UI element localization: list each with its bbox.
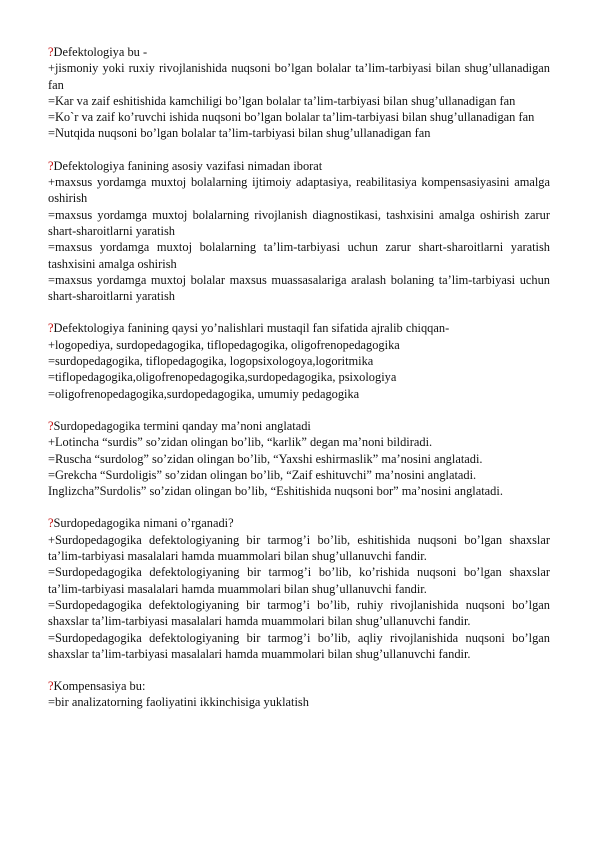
question-block-1 (48, 44, 550, 142)
answer-option: +logopediya, surdopedagogika, tiflopedagogika, oligofrenopedagogika (48, 337, 400, 352)
answer-option: =maxsus yordamga muxtoj bolalarning rivojlanish diagnostikasi, tashxisini amalga oshirish zarur shart-sharoitlarni yaratish (48, 207, 550, 238)
question-block-3 (48, 320, 550, 401)
answer-option: +maxsus yordamga muxtoj bolalarning ijtimoiy adaptasiya, reabilitasiya kompensasiyasini amalga oshirish (48, 175, 550, 206)
answer-option: +Surdopedagogika defektologiyaning bir tarmog’i bo’lib, eshitishida nuqsoni bo’lgan shaxslar ta’lim-tarbiyasi masalalari hamda muammolari bilan shug’ullanuvchi fandir. (48, 532, 550, 564)
answer-option: =Surdopedagogika defektologiyaning bir tarmog’i bo’lib, aqliy rivojlanishida nuqsoni bo’lgan shaxslar ta’lim-tarbiyasi masalalari hamda muammolari bilan shug’ullanuvchi fandir. (48, 630, 550, 661)
answer-option: Inglizcha”Surdolis” so’zidan olingan bo’lib, “Eshitishida nuqsoni bor” ma’nosini anglatadi. (48, 484, 503, 499)
answer-option: =Nutqida nuqsoni bo’lgan bolalar ta’lim-tarbiyasi bilan shug’ullanadigan fan (48, 126, 431, 141)
question-mark: ? (48, 158, 54, 173)
question-block-5 (48, 515, 550, 662)
answer-option: =Ruscha “surdolog” so’zidan olingan bo’lib, “Yaxshi eshirmaslik” ma’nosini anglatadi. (48, 451, 483, 466)
answer-option: =Surdopedagogika defektologiyaning bir tarmog’i bo’lib, ko’rishida nuqsoni bo’lgan shaxslar ta’lim-tarbiyasi masalalari hamda muammolari bilan shug’ullanuvchi fandir. (48, 565, 550, 596)
answer-option: +Lotincha “surdis” so’zidan olingan bo’lib, “karlik” degan ma’noni bildiradi. (48, 435, 433, 450)
question-text: ?Defektologiya fanining asosiy vazifasi nimadan iborat (48, 158, 323, 173)
question-mark: ? (48, 418, 54, 433)
question-text: ?Defektologiya bu - (48, 45, 148, 59)
question-block-6 (48, 678, 550, 711)
question-block-4 (48, 418, 550, 499)
answer-option: =Ko`r va zaif ko’ruvchi ishida nuqsoni bo’lgan bolalar ta’lim-tarbiyasi bilan shug’ullanadigan fan (48, 110, 535, 125)
answer-option: =Kar va zaif eshitishida kamchiligi bo’lgan bolalar ta’lim-tarbiyasi bilan shug’ullanadigan fan (48, 93, 516, 108)
question-mark: ? (48, 321, 54, 336)
answer-option: =Surdopedagogika defektologiyaning bir tarmog’i bo’lib, ruhiy rivojlanishida nuqsoni bo’lgan shaxslar ta’lim-tarbiyasi masalalari hamda muammolari bilan shug’ullanuvchi fandir. (48, 597, 550, 629)
answer-option: =maxsus yordamga muxtoj bolalarning ta’lim-tarbiyasi uchun zarur shart-sharoitlarni yaratish tashxisini amalga oshirish (48, 240, 550, 271)
question-text: ?Kompensasiya bu: (48, 679, 146, 694)
answer-option: =Grekcha “Surdoligis” so’zidan olingan bo’lib, “Zaif eshituvchi” ma’nosini anglatadi. (48, 467, 477, 482)
answer-option: =surdopedagogika, tiflopedagogika, logopsixologoya,logoritmika (48, 354, 374, 369)
answer-option: +jismoniy yoki ruxiy rivojlanishida nuqsoni bo’lgan bolalar ta’lim-tarbiyasi bilan shug’ullanadigan fan (48, 61, 550, 92)
question-mark: ? (48, 516, 54, 531)
question-text: ?Defektologiya fanining qaysi yo’nalishlari mustaqil fan sifatida ajralib chiqqan- (48, 321, 450, 336)
answer-option: =bir analizatorning faoliyatini ikkinchisiga yuklatish (48, 695, 309, 710)
question-mark: ? (48, 45, 54, 59)
question-mark: ? (48, 679, 54, 694)
question-text: ?Surdopedagogika nimani o’rganadi? (48, 516, 234, 531)
question-text: ?Surdopedagogika termini qanday ma’noni anglatadi (48, 418, 311, 433)
answer-option: =oligofrenopedagogika,surdopedagogika, umumiy pedagogika (48, 386, 360, 401)
question-block-2 (48, 158, 550, 305)
answer-option: =tiflopedagogika,oligofrenopedagogika,surdopedagogika, psixologiya (48, 370, 397, 385)
answer-option: =maxsus yordamga muxtoj bolalar maxsus muassasalariga aralash bolaning ta’lim-tarbiyasi uchun shart-sharoitlarni yaratish (48, 272, 550, 304)
